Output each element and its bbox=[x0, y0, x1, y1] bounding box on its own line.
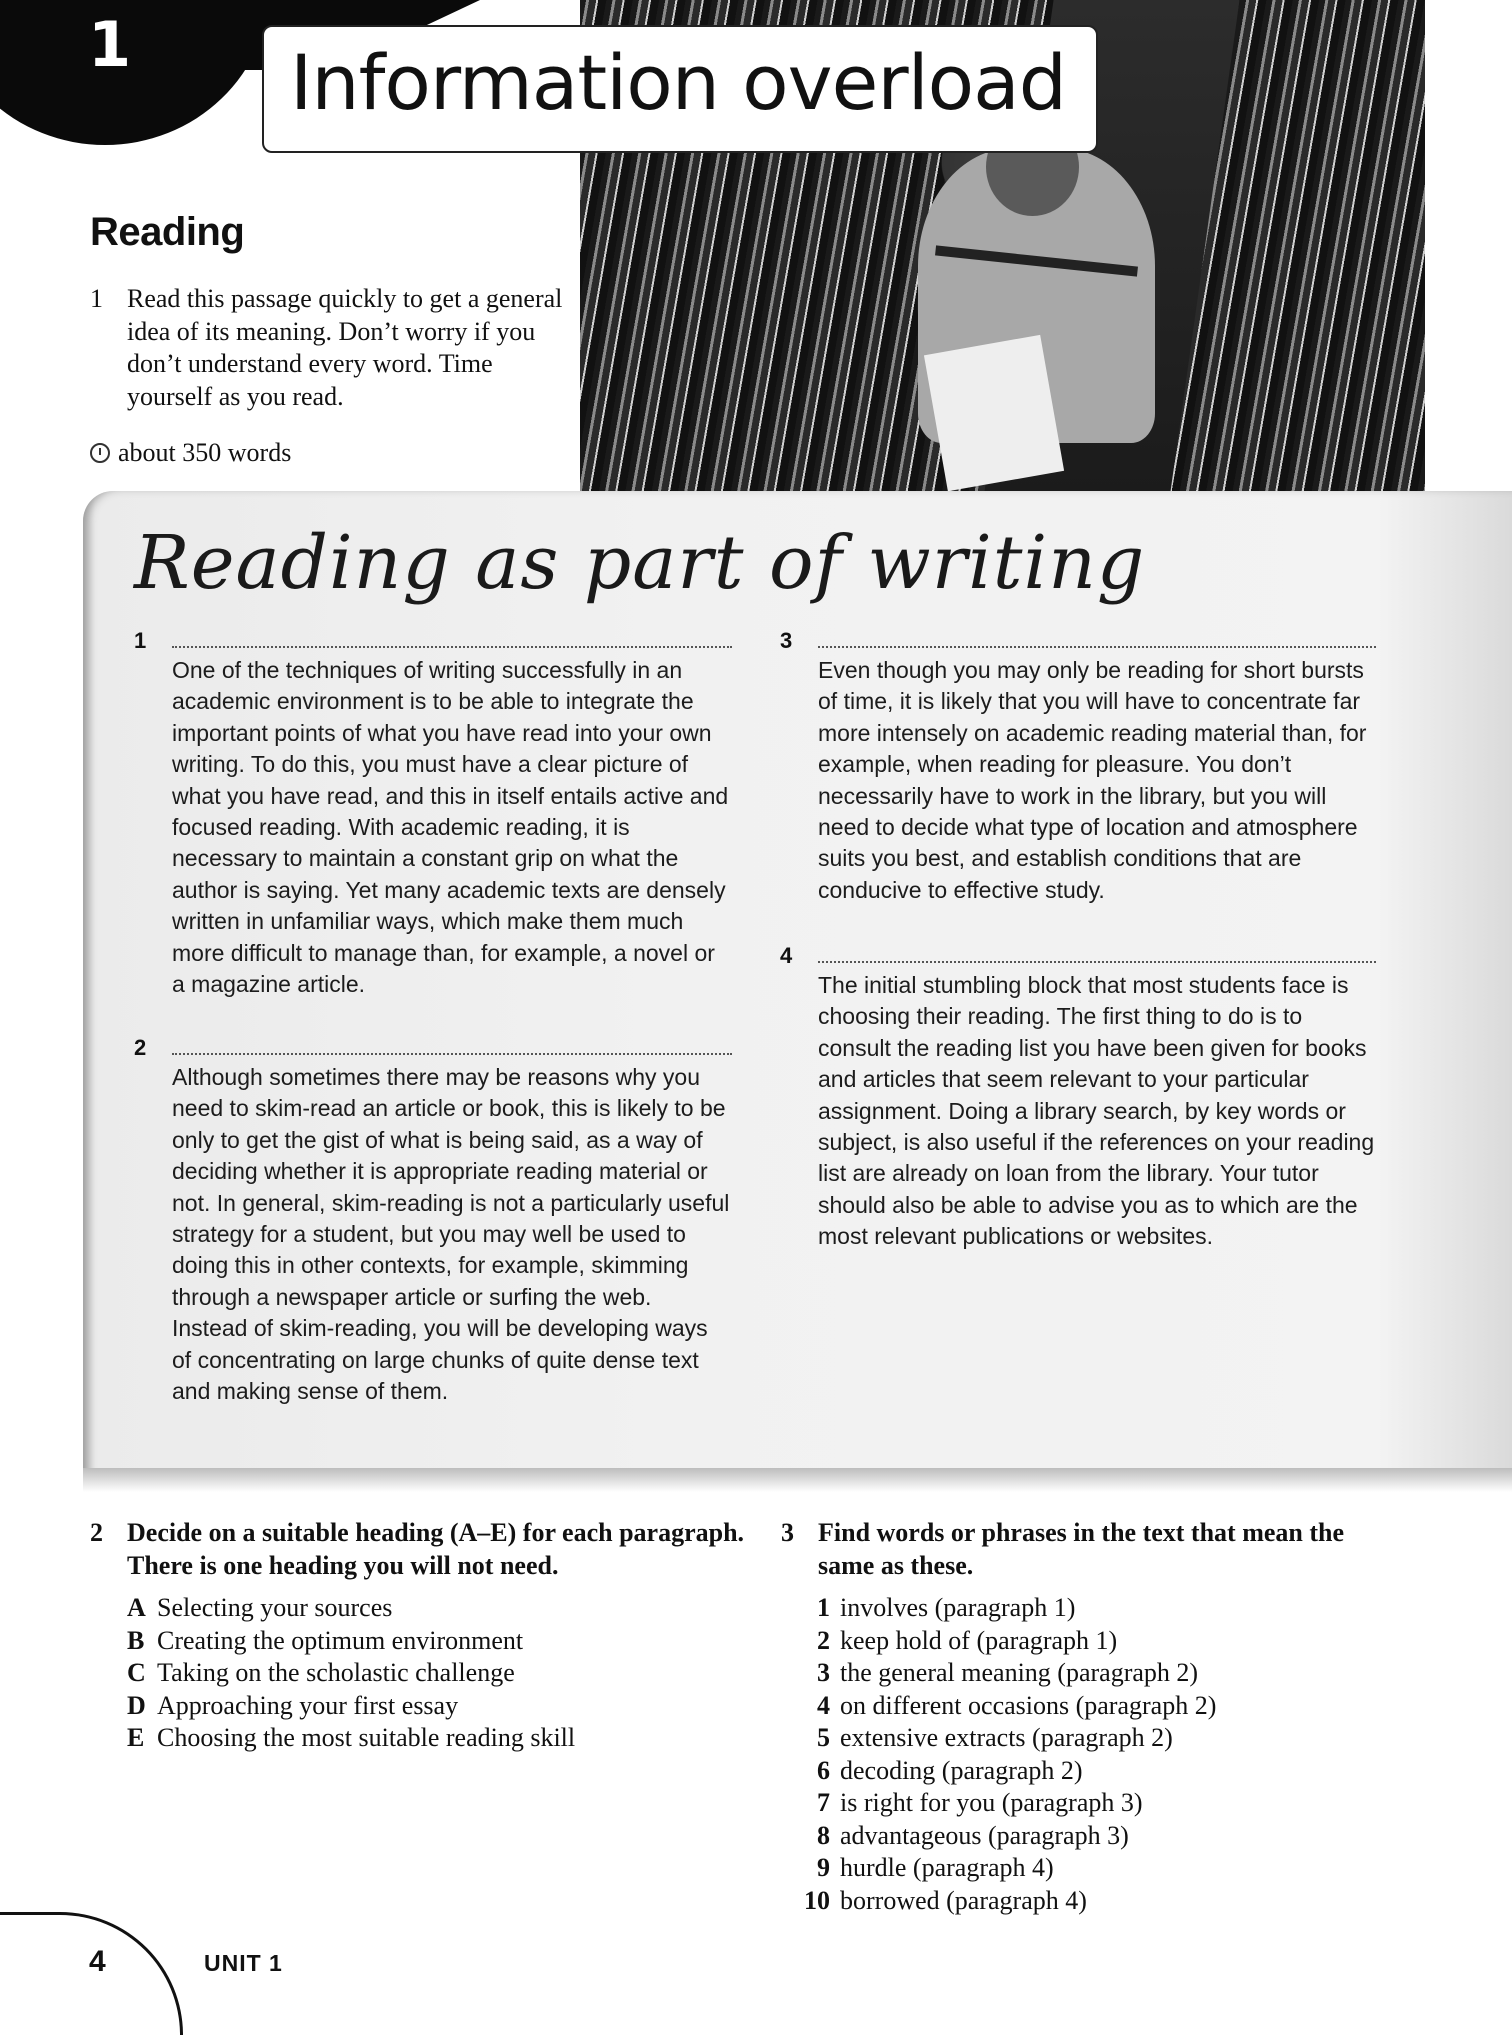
page-title: Information overload bbox=[290, 38, 1066, 127]
unit-label: UNIT 1 bbox=[204, 1950, 283, 1976]
item-text: involves (paragraph 1) bbox=[840, 1593, 1076, 1622]
exercise-number: 3 bbox=[781, 1518, 794, 1547]
vocab-item bbox=[800, 1592, 1216, 1625]
item-number: 4 bbox=[817, 1690, 830, 1720]
item-text: keep hold of (paragraph 1) bbox=[840, 1625, 1118, 1655]
vocab-item bbox=[800, 1820, 1216, 1853]
option-text: Selecting your sources bbox=[157, 1593, 393, 1622]
item-number: 2 bbox=[817, 1625, 830, 1655]
item-text: hurdle (paragraph 4) bbox=[840, 1853, 1054, 1882]
vocab-item bbox=[800, 1722, 1216, 1755]
item-text: extensive extracts (paragraph 2) bbox=[840, 1723, 1173, 1752]
vocab-item bbox=[800, 1690, 1216, 1723]
paragraph-number: 1 bbox=[134, 628, 147, 653]
passage-sheet-edge bbox=[83, 1468, 1512, 1492]
item-text: decoding (paragraph 2) bbox=[840, 1755, 1083, 1785]
item-number: 6 bbox=[817, 1755, 830, 1785]
item-number: 8 bbox=[817, 1820, 830, 1850]
stopwatch-icon bbox=[90, 443, 110, 463]
option-letter: B bbox=[127, 1625, 145, 1655]
passage-title: Reading as part of writing bbox=[134, 520, 1146, 606]
timer-text: about 350 words bbox=[118, 438, 292, 467]
item-text: the general meaning (paragraph 2) bbox=[840, 1658, 1199, 1687]
option-letter: A bbox=[127, 1593, 146, 1622]
option-item bbox=[127, 1690, 575, 1723]
option-text: Creating the optimum environment bbox=[157, 1625, 524, 1655]
item-text: advantageous (paragraph 3) bbox=[840, 1820, 1129, 1850]
heading-blank-1[interactable] bbox=[172, 646, 732, 648]
item-text: is right for you (paragraph 3) bbox=[840, 1788, 1143, 1817]
item-number: 3 bbox=[817, 1658, 830, 1687]
option-item bbox=[127, 1592, 575, 1625]
page-number: 4 bbox=[89, 1945, 106, 1978]
exercise-instruction: Find words or phrases in the text that mean the same as these. bbox=[818, 1518, 1345, 1580]
vocab-item bbox=[800, 1787, 1216, 1820]
exercise-instruction: Decide on a suitable heading (A–E) for each paragraph. There is one heading you will not need. bbox=[127, 1518, 745, 1580]
heading-blank-4[interactable] bbox=[818, 961, 1376, 963]
exercise-instruction: Read this passage quickly to get a general idea of its meaning. Don’t worry if you don’t understand every word. Time yourself as you read. bbox=[127, 284, 563, 411]
option-letter: C bbox=[127, 1658, 146, 1687]
paragraph-number: 2 bbox=[134, 1035, 147, 1060]
timer-note bbox=[90, 437, 291, 470]
paragraph-text: Although sometimes there may be reasons why you need to skim-read an article or book, this is likely to be only to get the gist of what is being said, as a way of deciding whether it is appropriate reading material or not. In general, skim-reading is not a particularly useful strategy for a student, but you may well be used to doing this in other contexts, for example, skimming through a newspaper article or surfing the web. Instead of skim-reading, you will be developing ways of concentrating on large chunks of quite dense text and making sense of them. bbox=[172, 1064, 730, 1405]
paragraph-text: Even though you may only be reading for short bursts of time, it is likely that you will have to concentrate far more intensely on academic reading material than, for example, when reading for pleasure. You don’t necessarily have to work in the library, but you will need to decide what type of location and atmosphere suits you best, and establish conditions that are conducive to effective study. bbox=[818, 657, 1367, 903]
heading-blank-3[interactable] bbox=[818, 646, 1376, 648]
heading-options bbox=[127, 1592, 575, 1755]
option-item bbox=[127, 1722, 575, 1755]
option-text: Taking on the scholastic challenge bbox=[157, 1658, 515, 1687]
option-letter: D bbox=[127, 1690, 146, 1720]
paragraph-number: 4 bbox=[780, 943, 793, 968]
item-number: 9 bbox=[817, 1853, 830, 1882]
paragraph-text: One of the techniques of writing successfully in an academic environment is to be able to integrate the important points of what you have read into your own writing. To do this, you must have a clear picture of what you have read, and this in itself entails active and focused reading. With academic reading, it is necessary to maintain a constant grip on what the author is saying. Yet many academic texts are densely written in unfamiliar ways, which make them much more difficult to manage than, for example, a novel or a magazine article. bbox=[172, 657, 729, 998]
unit-number: 1 bbox=[88, 8, 132, 81]
item-number: 7 bbox=[817, 1788, 830, 1817]
option-item bbox=[127, 1657, 575, 1690]
exercise-number: 1 bbox=[90, 284, 103, 313]
vocab-item bbox=[800, 1885, 1216, 1918]
item-number: 10 bbox=[804, 1885, 830, 1915]
heading-blank-2[interactable] bbox=[172, 1053, 732, 1055]
section-heading: Reading bbox=[90, 210, 245, 254]
option-text: Approaching your first essay bbox=[157, 1690, 459, 1720]
vocab-item bbox=[800, 1625, 1216, 1658]
item-number: 1 bbox=[817, 1593, 830, 1622]
paragraph-text: The initial stumbling block that most students face is choosing their reading. The first thing to do is to consult the reading list you have been given for books and articles that seem relevant to your particular assignment. Doing a library search, by key words or subject, is also useful if the references on your reading list are already on loan from the library. Your tutor should also be able to advise you as to which are the most relevant publications or websites. bbox=[818, 972, 1375, 1250]
vocab-item bbox=[800, 1755, 1216, 1788]
vocab-items bbox=[800, 1592, 1216, 1917]
option-letter: E bbox=[127, 1723, 145, 1752]
option-text: Choosing the most suitable reading skill bbox=[157, 1723, 576, 1752]
exercise-number: 2 bbox=[90, 1518, 103, 1547]
option-item bbox=[127, 1625, 575, 1658]
item-number: 5 bbox=[817, 1723, 830, 1752]
vocab-item bbox=[800, 1657, 1216, 1690]
item-text: borrowed (paragraph 4) bbox=[840, 1885, 1087, 1915]
paragraph-number: 3 bbox=[780, 628, 793, 653]
item-text: on different occasions (paragraph 2) bbox=[840, 1690, 1217, 1720]
vocab-item bbox=[800, 1852, 1216, 1885]
